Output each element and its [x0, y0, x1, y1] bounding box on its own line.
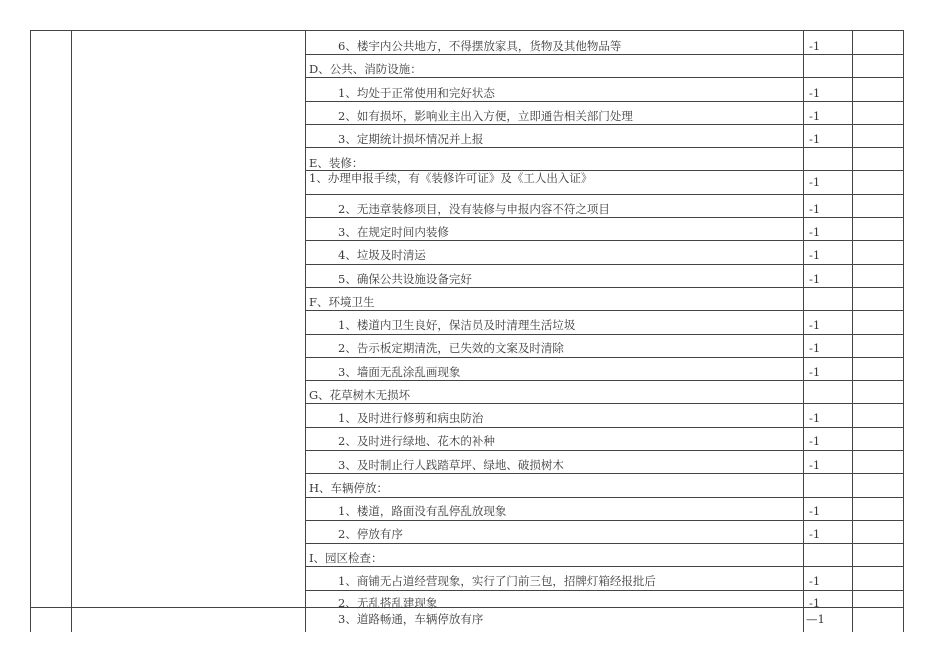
section-heading: D、公共、消防设施：	[309, 62, 422, 76]
item-text: 2、告示板定期清洗，已失效的文案及时清除	[338, 341, 564, 355]
item-score: -1	[809, 527, 821, 541]
item-score: -1	[809, 86, 821, 100]
table-border-top	[30, 30, 904, 31]
item-text: 2、及时进行绿地、花木的补种	[338, 434, 495, 448]
row-divider	[305, 54, 904, 55]
item-score: -1	[809, 458, 821, 472]
row-divider	[305, 264, 904, 265]
row-divider	[305, 147, 904, 148]
row-divider	[305, 334, 904, 335]
item-text: 1、楼道，路面没有乱停乱放现象	[338, 504, 507, 518]
item-score: -1	[809, 248, 821, 262]
row-divider	[305, 427, 904, 428]
item-score: -1	[809, 202, 821, 216]
item-text: 5、确保公共设施设备完好	[338, 272, 472, 286]
item-score: -1	[809, 225, 821, 239]
page-break-line	[30, 607, 904, 608]
table-border-left	[30, 30, 31, 607]
item-score: -1	[809, 272, 821, 286]
row-divider	[305, 240, 904, 241]
item-text: 4、垃圾及时清运	[338, 248, 426, 262]
item-score: -1	[809, 132, 821, 146]
section-heading: F、环境卫生	[309, 295, 375, 309]
row-divider	[305, 357, 904, 358]
item-text: 3、在规定时间内装修	[338, 225, 449, 239]
table-col-divider	[71, 30, 72, 607]
item-score: -1	[809, 504, 821, 518]
item-score: -1	[809, 341, 821, 355]
item-score: -1	[809, 411, 821, 425]
row-divider	[305, 543, 904, 544]
row-divider	[305, 497, 904, 498]
section-heading: H、车辆停放：	[309, 481, 389, 495]
item-score: -1	[809, 109, 821, 123]
item-text: 1、楼道内卫生良好，保洁员及时清理生活垃圾	[338, 318, 576, 332]
item-score: -1	[809, 39, 821, 53]
row-divider	[305, 590, 904, 591]
item-text: 3、及时制止行人践踏草坪、绿地、破损树木	[338, 458, 564, 472]
row-divider	[305, 287, 904, 288]
row-divider	[305, 77, 904, 78]
item-text: 3、道路畅通，车辆停放有序	[338, 612, 484, 626]
row-divider	[305, 450, 904, 451]
item-score: —1	[806, 612, 825, 626]
row-divider	[305, 380, 904, 381]
row-divider	[305, 124, 904, 125]
table-col-divider	[71, 608, 72, 632]
row-divider	[305, 310, 904, 311]
row-divider	[305, 520, 904, 521]
table-col-divider	[803, 608, 804, 632]
item-score: -1	[809, 175, 821, 189]
table-col-divider	[852, 608, 853, 632]
table-border-left	[30, 608, 31, 632]
row-divider	[305, 194, 904, 195]
item-score: -1	[809, 574, 821, 588]
item-text: 2、无违章装修项目，没有装修与申报内容不符之项目	[338, 202, 610, 216]
section-heading: G、花草树木无损坏	[309, 388, 411, 402]
item-text: 3、墙面无乱涂乱画现象	[338, 365, 461, 379]
row-divider	[305, 101, 904, 102]
item-text: 2、如有损坏，影响业主出入方便，立即通告相关部门处理	[338, 109, 633, 123]
item-score: -1	[809, 434, 821, 448]
item-text: 1、均处于正常使用和完好状态	[338, 86, 495, 100]
item-score: -1	[809, 365, 821, 379]
item-score: -1	[809, 596, 821, 610]
row-divider	[305, 473, 904, 474]
row-divider	[305, 566, 904, 567]
section-heading: E、装修：	[309, 156, 364, 170]
item-text: 1、商铺无占道经营现象，实行了门前三包，招牌灯箱经报批后	[338, 574, 656, 588]
row-divider	[305, 403, 904, 404]
item-text: 3、定期统计损坏情况并上报	[338, 132, 484, 146]
section-heading: I、园区检查：	[309, 551, 383, 565]
item-text: 2、停放有序	[338, 527, 403, 541]
item-text: 2、无乱搭乱建现象	[338, 596, 438, 610]
table-border-right	[903, 608, 904, 632]
item-text: 1、办理申报手续，有《装修许可证》及《工人出入证》	[309, 171, 593, 185]
item-score: -1	[809, 318, 821, 332]
table-col-divider	[305, 608, 306, 632]
row-divider	[305, 217, 904, 218]
item-text: 6、楼宇内公共地方，不得摆放家具，货物及其他物品等	[338, 39, 622, 53]
item-text: 1、及时进行修剪和病虫防治	[338, 411, 484, 425]
